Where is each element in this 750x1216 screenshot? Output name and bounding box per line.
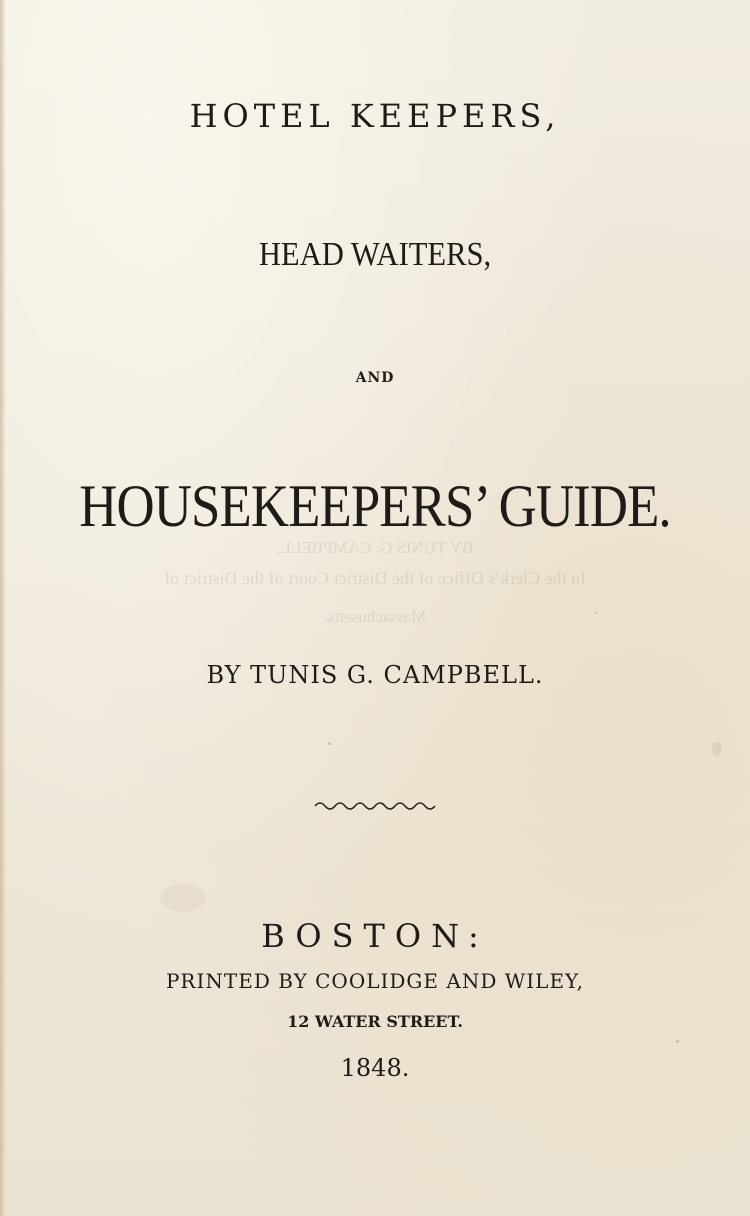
paper-speck xyxy=(676,1040,679,1043)
title-line-head-waiters: HEAD WAITERS, xyxy=(258,236,492,273)
foxing-spot xyxy=(712,742,722,756)
imprint-printer: PRINTED BY COOLIDGE AND WILEY, xyxy=(165,969,585,993)
show-through-text-2: In the Clerk’s Office of the District Court of the District of xyxy=(163,568,587,588)
title-line-and: AND xyxy=(355,370,395,386)
imprint-city: BOSTON: xyxy=(261,917,489,955)
paper-speck xyxy=(595,612,597,614)
show-through-text-3: Massachusetts. xyxy=(323,607,427,626)
author-line: BY TUNIS G. CAMPBELL. xyxy=(206,661,544,689)
wavy-rule-ornament xyxy=(313,798,437,814)
paper-speck xyxy=(328,742,331,745)
imprint-address: 12 WATER STREET. xyxy=(287,1012,463,1031)
imprint-year: 1848. xyxy=(340,1054,410,1082)
title-line-housekeepers-guide: HOUSEKEEPERS’ GUIDE. xyxy=(79,473,671,539)
paper-stain xyxy=(160,884,206,912)
show-through-text-1: BY TUNIS G. CAMPBELL, xyxy=(276,538,474,557)
title-line-hotel-keepers: HOTEL KEEPERS, xyxy=(189,97,561,135)
